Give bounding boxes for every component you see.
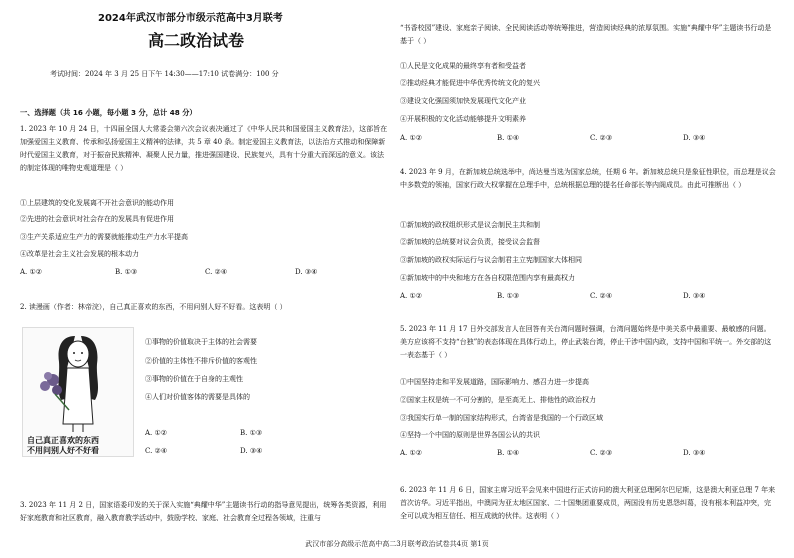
q3-option-2: ②推动经典才能促进中华优秀传统文化的复兴 (400, 79, 540, 87)
q1-choice-d: D. ③④ (295, 268, 318, 276)
subject-title: 高二政治试卷 (148, 31, 245, 50)
question-5-stem: 5. 2023 年 11 月 17 日外交部发言人在回答有关台湾问题时强调，台湾问题始终是中美关系中最重要、最敏感的问题。美方应该将不支持“台独”的表态体现在具体行动上，停止武装台湾，停止干涉中国内政，支持中国和平统一。外交部的这一表态基于（ ） (400, 325, 772, 359)
question-3-stem: 3. 2023 年 11 月 2 日，国家语委印发的关于深入实施“典耀中华”主题读书行动的指导意见提出，统筹各类资源，利用好家庭教育和社区教育，融入教育教学活动中，鼓励学校、家庭、社会教育全过程各领域，注重与 (20, 501, 387, 522)
q3-choice-d: D. ③④ (683, 134, 706, 142)
page-footer: 武汉市部分高级示范高中高二3月联考政治试卷共4页 第1页 (305, 540, 489, 548)
q3-option-3: ③建设文化强国须加快发展现代文化产业 (400, 97, 526, 105)
q4-choice-d: D. ③④ (683, 292, 706, 300)
q3-choice-c: C. ②③ (590, 134, 613, 142)
comic-image (22, 327, 134, 457)
q4-choice-b: B. ①③ (497, 292, 520, 300)
q2-option-3: ③事物的价值在于自身的主观性 (145, 375, 243, 383)
q3-option-4: ④开展积极的文化活动能够提升文明素养 (400, 115, 526, 123)
q5-option-3: ③我国实行单一制的国家结构形式，台湾省是我国的一个行政区域 (400, 414, 603, 422)
q4-option-4: ④新加坡中的中央和地方在各自权限范围内享有最高权力 (400, 274, 575, 282)
q5-choice-b: B. ①④ (497, 449, 520, 457)
q1-choice-a: A. ①② (20, 268, 43, 276)
q4-choice-c: C. ②④ (590, 292, 613, 300)
section-heading: 一、选择题（共 16 小题，每小题 3 分，总计 48 分） (20, 108, 197, 117)
q3-choice-b: B. ①④ (497, 134, 520, 142)
q4-option-3: ③新加坡的政权实际运行与议会制君主立宪制国家大体相同 (400, 256, 582, 264)
q2-option-2: ②价值的主体性不排斥价值的客观性 (145, 357, 257, 365)
q4-choice-a: A. ①② (400, 292, 423, 300)
q5-choice-d: D. ③④ (683, 449, 706, 457)
exam-info: 考试时间：2024 年 3 月 25 日下午 14:30——17:10 试卷满分：100 分 (50, 70, 279, 78)
q4-option-2: ②新加坡的总统要对议会负责，接受议会监督 (400, 238, 540, 246)
question-3-continuation: “书香校园”建设、家庭亲子阅读、全民阅读活动等统筹推进，营造阅读经典的浓厚氛围。实施“典耀中华”主题读书行动是基于（ ） (400, 24, 772, 45)
q5-choice-c: C. ②③ (590, 449, 613, 457)
question-1-stem: 1. 2023 年 10 月 24 日，十四届全国人大常委会第六次会议表决通过了《中华人民共和国爱国主义教育法》，这部旨在加强爱国主义教育、传承和弘扬爱国主义精神的法律，共 5 章 40 条。制定爱国主义教育法，以法治方式推动和保障新时代爱国主义教育，对于振奋民族精神、凝聚人民力量，推进强国建设、民族复兴，具有十分重大而深远的意义。该法的制定体现的唯物史观道理是（ ） (20, 125, 388, 172)
q1-option-1: ①上层建筑的变化发展离不开社会意识的能动作用 (20, 199, 174, 207)
q5-choice-a: A. ①② (400, 449, 423, 457)
q5-option-1: ①中国坚持走和平发展道路，国际影响力、感召力进一步提高 (400, 378, 589, 386)
q2-choice-b: B. ①③ (240, 429, 263, 437)
q2-choice-a: A. ①② (145, 429, 168, 437)
q4-option-1: ①新加坡的政权组织形式是议会制民主共和制 (400, 221, 540, 229)
q5-option-4: ④坚持一个中国的原则是世界各国公认的共识 (400, 431, 540, 439)
q3-choice-a: A. ①② (400, 134, 423, 142)
q1-option-3: ③生产关系适应生产力的需要就能推动生产力水平提高 (20, 233, 188, 241)
q2-choice-d: D. ③④ (240, 447, 263, 455)
question-4-stem: 4. 2023 年 9 月，在新加坡总统选举中，尚达曼当选为国家总统，任期 6 年。新加坡总统只是象征性职位，而总理是议会中多数党的领袖，国家行政大权掌握在总理手中，总统根据总理的提名任命部长等内阁成员。由此可推断出（ ） (400, 168, 776, 189)
q1-choice-c: C. ②④ (205, 268, 228, 276)
q1-option-4: ④改革是社会主义社会发展的根本动力 (20, 250, 139, 258)
exam-title: 2024年武汉市部分市级示范高中3月联考 (98, 13, 283, 24)
question-2-stem: 2. 读漫画（作者：林帝浣），自己真正喜欢的东西，不用问别人好不好看。这表明（ ） (20, 303, 287, 311)
q1-option-2: ②先进的社会意识对社会存在的发展具有促进作用 (20, 215, 174, 223)
q2-option-4: ④人们对价值客体的需要是具体的 (145, 393, 250, 401)
question-6-stem: 6. 2023 年 11 月 6 日，国家主席习近平会见来中国进行正式访问的澳大利亚总理阿尔巴尼斯，这是澳大利亚总理 7 年来首次访华。习近平指出，中澳同为亚太地区国家、二十国集团重要成员，两国没有历史恩怨纠葛，没有根本利益冲突，完全可以成为相互信任、相互成就的伙伴。这表明（ ） (400, 486, 776, 520)
q5-option-2: ②国家主权是统一不可分割的，是至高无上、排他性的政治权力 (400, 396, 596, 404)
q3-option-1: ①人民是文化成果的最终享有者和受益者 (400, 62, 526, 70)
comic-caption-1: 自己真正喜欢的东西 (27, 436, 99, 445)
q2-choice-c: C. ②④ (145, 447, 168, 455)
comic-caption-2: 不用问别人好不好看 (27, 446, 99, 455)
q2-option-1: ①事物的价值取决于主体的社会需要 (145, 338, 257, 346)
q1-choice-b: B. ①③ (115, 268, 138, 276)
